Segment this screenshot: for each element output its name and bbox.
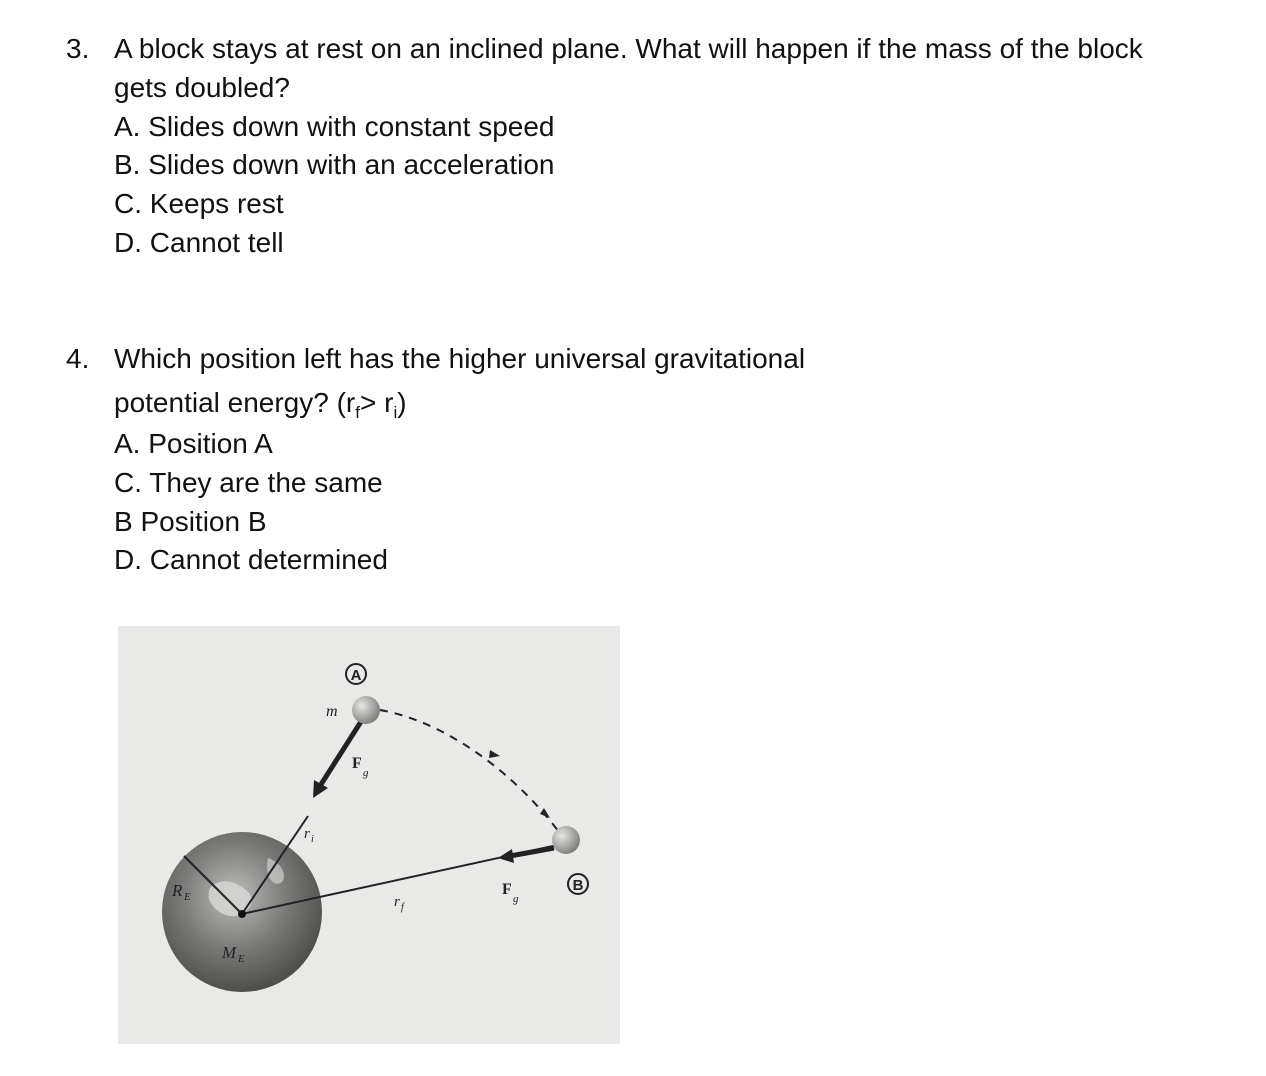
- question-4-stem-prefix: potential energy? (r: [114, 387, 356, 418]
- gravitation-figure: [118, 626, 620, 1044]
- label-me-sub: E: [238, 953, 245, 965]
- label-re-sub: E: [184, 891, 191, 903]
- label-ri: r: [304, 826, 310, 842]
- question-4-stem-line-1: Which position left has the higher universal gravitational: [114, 343, 806, 374]
- question-4-option-d: D. Cannot determined: [114, 544, 388, 575]
- question-3-option-a: A. Slides down with constant speed: [114, 111, 555, 142]
- mass-position-a: [352, 696, 380, 724]
- question-4-option-a: A. Position A: [114, 428, 273, 459]
- question-4-stem-line-2: [114, 386, 407, 420]
- label-rf: r: [394, 894, 400, 910]
- trajectory-path: [380, 710, 562, 836]
- label-a: A: [350, 667, 362, 684]
- question-4-option-b: B Position B: [114, 506, 267, 537]
- label-fg-bottom-sub: g: [513, 893, 519, 905]
- earth-center: [238, 910, 246, 918]
- question-3-option-b: B. Slides down with an acceleration: [114, 149, 555, 180]
- label-fg-top-sub: g: [363, 767, 369, 779]
- label-re: R: [172, 881, 183, 900]
- close-paren: ): [397, 387, 407, 418]
- question-3-number: 3.: [66, 33, 90, 64]
- question-4-number: 4.: [66, 343, 90, 374]
- fg-arrow-top: [320, 720, 362, 786]
- label-fg-bottom: F: [502, 881, 512, 898]
- trajectory-arrow-2: [540, 808, 550, 818]
- mass-position-b: [552, 826, 580, 854]
- question-3-stem-line-1: A block stays at rest on an inclined plane. What will happen if the mass of the block: [114, 33, 1143, 64]
- subscript-f: f: [355, 403, 360, 422]
- question-3-option-c: C. Keeps rest: [114, 188, 284, 219]
- question-4-option-c: C. They are the same: [114, 467, 383, 498]
- label-fg-top: F: [352, 755, 362, 772]
- label-me: M: [222, 943, 237, 962]
- subscript-i: i: [393, 403, 398, 422]
- label-rf-sub: f: [401, 902, 404, 913]
- trajectory-arrow-1: [489, 750, 500, 758]
- label-m: m: [326, 703, 338, 720]
- question-3-option-d: D. Cannot tell: [114, 227, 284, 258]
- label-b: B: [572, 877, 584, 894]
- label-ri-sub: i: [311, 834, 314, 845]
- gravitation-diagram: [118, 626, 620, 1044]
- greater-than-r: > r: [360, 387, 394, 418]
- fg-arrowhead-bottom: [498, 849, 514, 863]
- fg-arrow-bottom: [510, 848, 554, 856]
- question-3-stem-line-2: gets doubled?: [114, 72, 290, 103]
